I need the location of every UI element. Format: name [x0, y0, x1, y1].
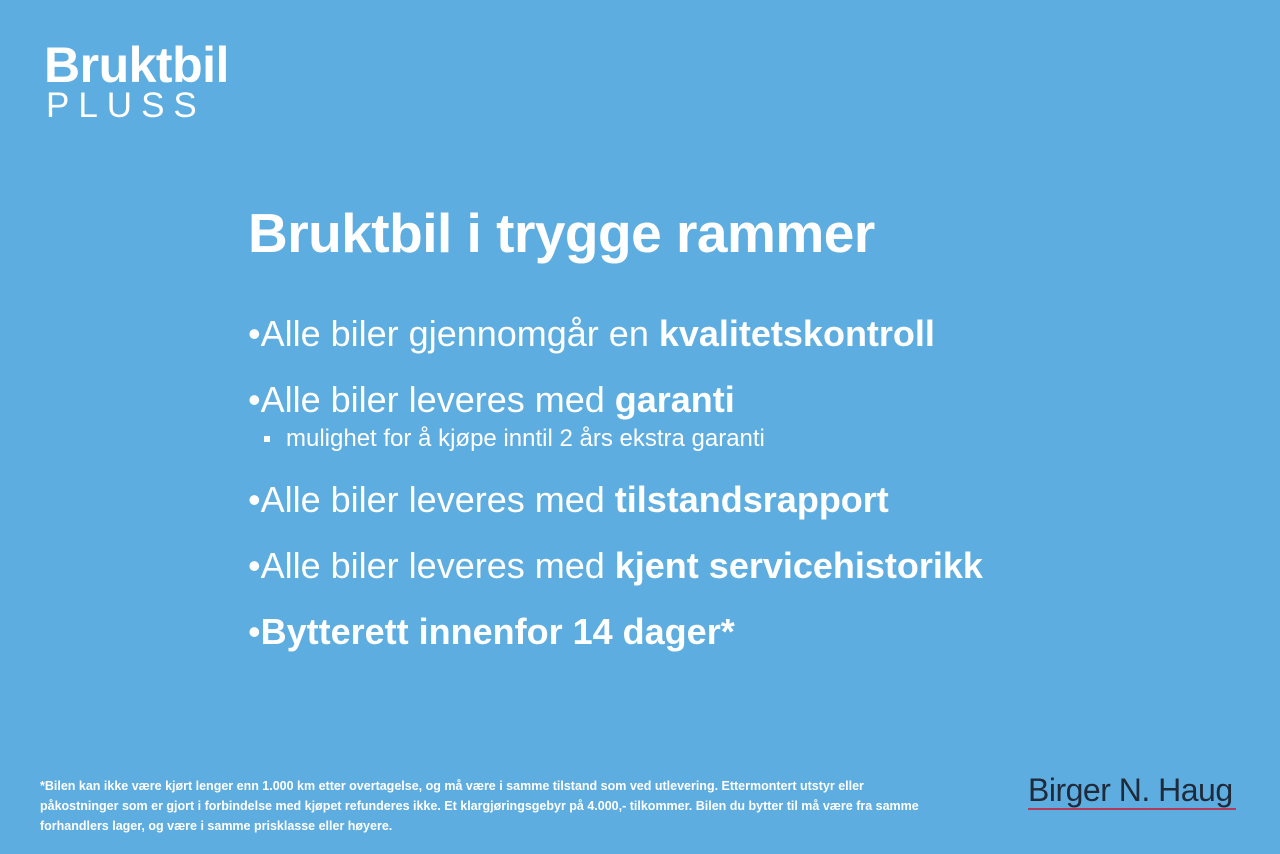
logo-wordmark-bottom: PLUSS	[46, 86, 206, 125]
item-strong: garanti	[614, 379, 735, 420]
item-text: Alle biler leveres med	[260, 379, 615, 420]
main-content	[248, 198, 983, 654]
item-strong: tilstandsrapport	[614, 479, 889, 520]
item-text: Alle biler leveres med	[260, 479, 615, 520]
sub-item-ekstra-garanti	[264, 422, 983, 456]
list-item-kvalitetskontroll	[248, 312, 983, 356]
logo-wordmark-top: Bruktbil	[44, 37, 229, 93]
list-item-tilstandsrapport	[248, 478, 983, 522]
list-item-bytterett	[248, 610, 983, 654]
bullet: •	[248, 313, 261, 354]
bullet: •	[248, 545, 261, 586]
item-strong: Bytterett innenfor 14 dager*	[260, 611, 735, 652]
square-bullet-icon	[264, 436, 270, 442]
sub-item-text: mulighet for å kjøpe inntil 2 års ekstra garanti	[286, 425, 765, 452]
headline: Bruktbil i trygge rammer	[248, 202, 875, 264]
birger-n-haug-logo: Birger N. Haug	[1028, 772, 1233, 808]
bullet: •	[248, 379, 261, 420]
bullet: •	[248, 611, 261, 652]
item-strong: kjent servicehistorikk	[614, 545, 983, 586]
brand-underline	[1028, 808, 1236, 810]
bruktbil-pluss-logo	[44, 37, 229, 125]
footnote: *Bilen kan ikke være kjørt lenger enn 1.000 km etter overtagelse, og må være i samme tilstand som ved utlevering. Ettermontert utstyr eller påkostninger som er gjort i forbindelse med kjøpet refunderes ikke. Et klargjøringsgebyr på 4.000,- tilkommer. Bilen du bytter til må være fra samme forhandlers lager, og være i samme prisklasse eller høyere.	[40, 779, 919, 833]
item-text: Alle biler gjennomgår en	[260, 313, 659, 354]
item-text: Alle biler leveres med	[260, 545, 615, 586]
list-item-servicehistorikk	[248, 544, 983, 588]
bullet: •	[248, 479, 261, 520]
item-strong: kvalitetskontroll	[658, 313, 935, 354]
list-item-garanti	[248, 378, 983, 422]
